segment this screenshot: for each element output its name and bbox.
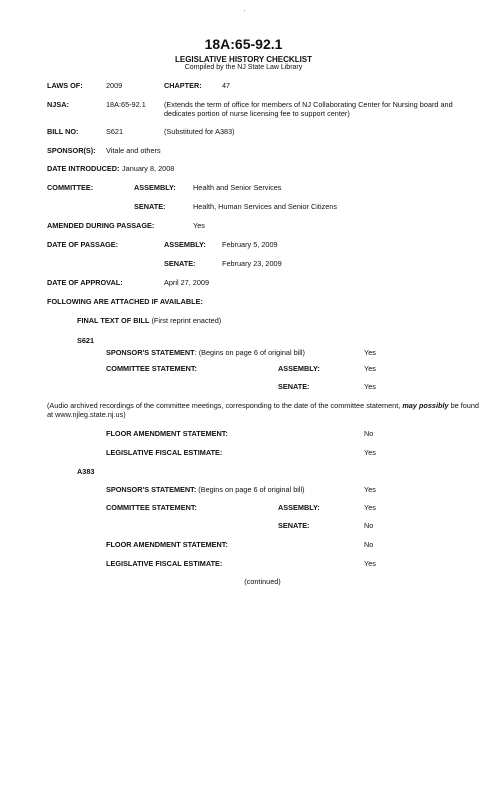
passage-assembly-value: February 5, 2009 [222,240,278,249]
audio-note-link-text: be found at www.njleg.state.nj.us) [47,401,479,419]
sponsors-value: Vitale and others [106,146,161,155]
s621-senate-label: SENATE: [278,382,310,391]
committee-senate-value: Health, Human Services and Senior Citizens [193,202,337,211]
a383-sponsor-statement-note: (Begins on page 6 of original bill) [196,485,305,494]
date-introduced-value: January 8, 2008 [122,164,175,173]
a383-fiscal-value: Yes [364,559,376,568]
audio-archive-note [47,401,483,419]
s621-assembly-value: Yes [364,364,376,373]
a383-sponsor-statement-value: Yes [364,485,376,494]
a383-senate-value: No [364,521,374,530]
a383-fiscal-label: LEGISLATIVE FISCAL ESTIMATE: [106,559,223,568]
s621-sponsor-statement-value: Yes [364,348,376,357]
s621-floor-value: No [364,429,374,438]
a383-assembly-label: ASSEMBLY: [278,503,320,512]
a383-sponsor-statement-label: SPONSOR'S STATEMENT: [106,485,197,494]
committee-assembly-label: ASSEMBLY: [134,183,176,192]
s621-sponsor-statement-label: SPONSOR'S STATEMENT [106,348,195,357]
laws-of-label: LAWS OF: [47,81,83,90]
committee-label: COMMITTEE: [47,183,94,192]
s621-floor-label: FLOOR AMENDMENT STATEMENT: [106,429,228,438]
final-text-note: (First reprint enacted) [149,316,222,325]
continued-note: (continued) [244,577,281,586]
s621-committee-statement-label: COMMITTEE STATEMENT: [106,364,197,373]
s621-senate-value: Yes [364,382,376,391]
attached-heading: FOLLOWING ARE ATTACHED IF AVAILABLE: [47,297,203,306]
committee-senate-label: SENATE: [134,202,166,211]
sponsors-label: SPONSOR(S): [47,146,96,155]
njsa-value: 18A:65-92.1 [106,100,146,109]
chapter-value: 47 [222,81,231,90]
njsa-description: (Extends the term of office for members of NJ Collaborating Center for Nursing board and dedicates portion of nurse licensing fee to support center) [164,100,453,118]
committee-assembly-value: Health and Senior Services [193,183,282,192]
audio-note-emphasis: may possibly [402,401,449,410]
s621-fiscal-label: LEGISLATIVE FISCAL ESTIMATE: [106,448,223,457]
date-of-approval-label: DATE OF APPROVAL: [47,278,123,287]
a383-assembly-value: Yes [364,503,376,512]
s621-fiscal-value: Yes [364,448,376,457]
final-text-line [77,316,221,325]
checklist-heading: LEGISLATIVE HISTORY CHECKLIST [174,55,313,64]
laws-of-value: 2009 [106,81,123,90]
amended-value: Yes [193,221,205,230]
s621-label: S621 [77,336,95,345]
s621-assembly-label: ASSEMBLY: [278,364,320,373]
a383-sponsor-statement [106,485,305,494]
page-title: 18A:65-92.1 [204,36,283,52]
audio-note-text: (Audio archived recordings of the committee meetings, corresponding to the date of the committee statement, [47,401,403,410]
final-text-label: FINAL TEXT OF BILL [77,316,150,325]
amended-label: AMENDED DURING PASSAGE: [47,221,155,230]
date-introduced-label: DATE INTRODUCED: [47,164,120,173]
a383-committee-statement-label: COMMITTEE STATEMENT: [106,503,197,512]
scan-speck [244,10,245,11]
passage-assembly-label: ASSEMBLY: [164,240,206,249]
s621-sponsor-statement-note: : (Begins on page 6 of original bill) [194,348,305,357]
passage-senate-label: SENATE: [164,259,196,268]
bill-no-note: (Substituted for A383) [164,127,235,136]
a383-senate-label: SENATE: [278,521,310,530]
compiled-by: Compiled by the NJ State Law Library [184,64,303,71]
a383-floor-value: No [364,540,374,549]
passage-senate-value: February 23, 2009 [222,259,282,268]
a383-floor-label: FLOOR AMENDMENT STATEMENT: [106,540,228,549]
date-of-approval-value: April 27, 2009 [164,278,210,287]
chapter-label: CHAPTER: [164,81,202,90]
date-of-passage-label: DATE OF PASSAGE: [47,240,119,249]
a383-label: A383 [77,467,95,476]
bill-no-label: BILL NO: [47,127,79,136]
s621-sponsor-statement [106,348,305,357]
njsa-label: NJSA: [47,100,69,109]
bill-no-value: S621 [106,127,124,136]
